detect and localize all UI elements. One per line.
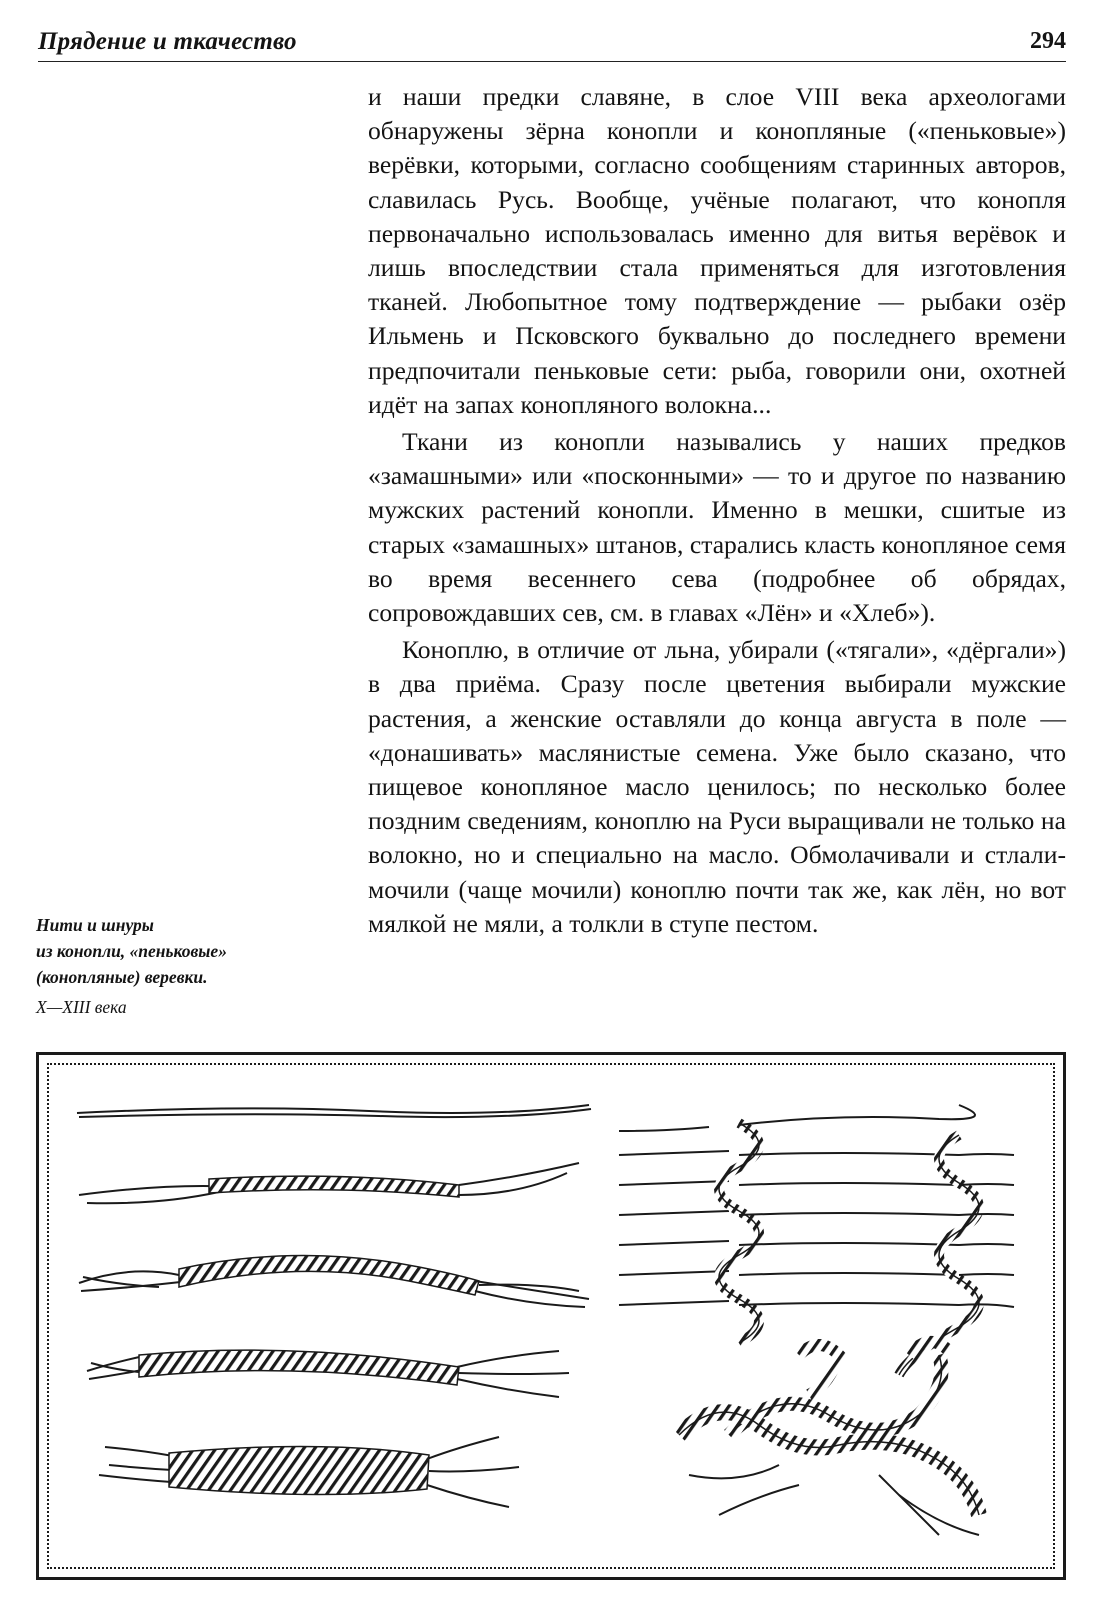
thread-single [77, 1105, 591, 1117]
running-header-title: Прядение и ткачество [38, 28, 297, 55]
figure-caption [36, 912, 336, 1020]
paragraph-2: Ткани из конопли назывались у наших предков «замашными» или «посконными» — то и другое по названию мужских растений конопли. Именно в мешки, сшитые из старых «замашных» штанов, старались класть конопляное семя во время весеннего сева (подробнее об обрядах, сопровождавших сев, см. в главах «Лён» и «Хлеб»). [368, 427, 1066, 628]
paragraph-1: и наши предки славяне, в слое VIII века археологами обнаружены зёрна конопли и конопляные («пеньковые») верёвки, которыми, согласно сообщениям старинных авторов, славилась Русь. Вообще, учёные полагают, что конопля первоначально использовалась именно для витья верёвок и лишь впоследствии стала применяться для изготовления тканей. Любопытное тому подтверждение — рыбаки озёр Ильмень и Псковского буквально до последнего времени предпочитали пеньковые сети: рыба, говорили они, охотней идёт на запах конопляного волокна... [368, 82, 1066, 419]
net-weave [619, 1105, 1014, 1375]
illustration-frame [36, 1052, 1066, 1580]
caption-date: X—XIII века [36, 997, 127, 1017]
knotted-rope [679, 1342, 979, 1535]
rope-thick [99, 1437, 519, 1507]
rope-illustration [39, 1055, 1063, 1577]
main-text [368, 80, 1066, 944]
page-number: 294 [1030, 28, 1066, 54]
rope-medium [87, 1350, 569, 1397]
paragraph-3: Коноплю, в отличие от льна, убирали («тягали», «дёргали») в два приёма. Сразу после цветения выбирали мужские растения, а женские оставляли до конца августа в поле — «донашивать» маслянистые семена. Уже было сказано, что пищевое конопляное масло ценилось; по несколько более поздним сведениям, коноплю на Руси выращивали не только на волокно, но и специально на масло. Обмолачивали и стлали-мочили (чаще мочили) коноплю почти так же, как лён, но вот мялкой не мяли, а толкли в ступе пестом. [368, 635, 1066, 938]
cord-three-ply [79, 1255, 589, 1307]
caption-line-3: (конопляные) веревки. [36, 967, 208, 987]
cord-two-ply [79, 1163, 579, 1203]
caption-line-2: из конопли, «пеньковые» [36, 941, 227, 961]
header-rule [38, 61, 1066, 62]
caption-line-1: Нити и шнуры [36, 915, 154, 935]
